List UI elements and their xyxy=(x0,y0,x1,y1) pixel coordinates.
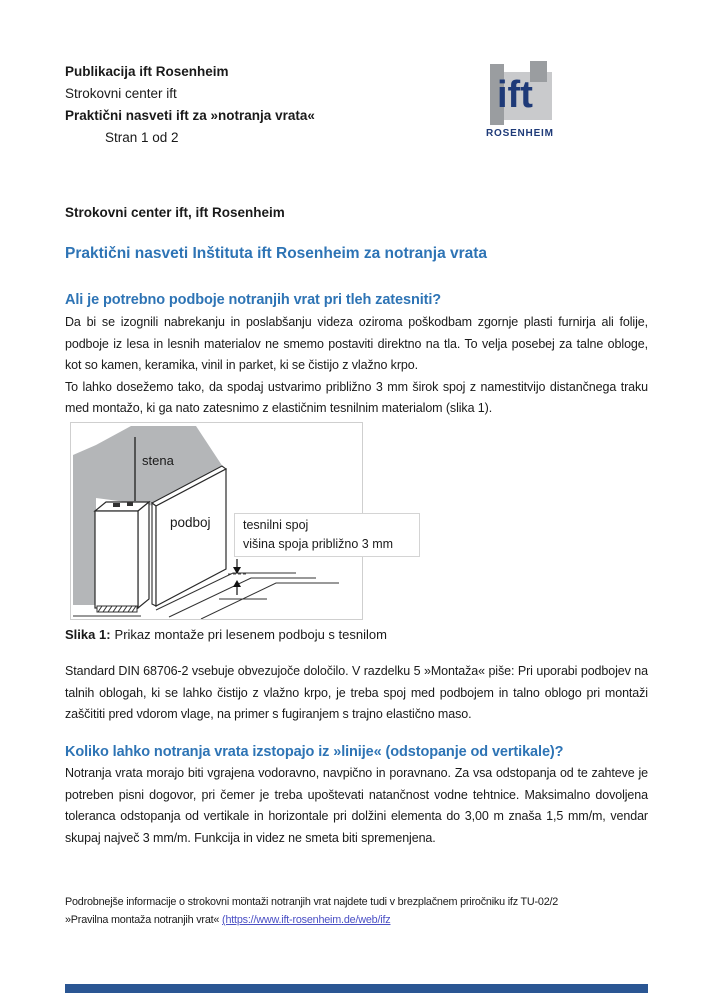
footer-manual-link[interactable]: (https://www.ift-rosenheim.de/web/ifz xyxy=(222,914,391,926)
joint-label: tesnilni spoj xyxy=(243,518,309,532)
document-header xyxy=(65,61,485,149)
section-heading-tolerance: Koliko lahko notranja vrata izstopajo iz »linije« (odstopanje od vertikale)? xyxy=(65,744,564,760)
paragraph-standard-text: Standard DIN 68706-2 vsebuje obvezujoče določilo. V razdelku 5 »Montaža« piše: Pri uporabi podbojev na talnih oblogah, ki se lahko čistijo z vlažno krpo, je treba spoj med podbojem in talno oblogo pri montaži zaščititi pred vdorom vlage, na primer s fugiranjem s trajno elastično maso. xyxy=(65,664,648,722)
figure-label-box xyxy=(234,513,420,557)
logo-rosenheim-text: ROSENHEIM xyxy=(486,128,554,139)
document-footer xyxy=(65,893,660,929)
footer-line-2-prefix: »Pravilna montaža notranjih vrat« xyxy=(65,914,223,926)
paragraph-tolerance xyxy=(65,763,648,849)
jamb-side-face xyxy=(138,502,149,608)
ift-logo-mark-icon xyxy=(486,60,554,124)
figure-caption xyxy=(65,625,648,645)
joint-height-label: višina spoja približno 3 mm xyxy=(243,537,394,551)
wall-side-face xyxy=(73,445,96,605)
figure-caption-label: Slika 1: xyxy=(65,627,111,642)
paragraph-sealing-2: To lahko dosežemo tako, da spodaj ustvarimo približno 3 mm širok spoj z namestitvijo distančnega traku med montažo, ki ga nato zatesnimo z elastičnim tesnilnim materialom (slika 1). xyxy=(65,379,648,416)
header-center-line: Strokovni center ift xyxy=(65,86,177,101)
paragraph-sealing xyxy=(65,312,648,420)
section-heading-sealing: Ali je potrebno podboje notranjih vrat pri tleh zatesniti? xyxy=(65,292,442,308)
figure-1 xyxy=(70,422,653,620)
page-indicator: Stran 1 od 2 xyxy=(105,130,179,145)
jamb-groove-1 xyxy=(113,503,120,507)
document-title: Praktični nasveti Inštituta ift Rosenheim za notranja vrata xyxy=(65,245,488,262)
footer-line-1: Podrobnejše informacije o strokovni montaži notranjih vrat najdete tudi v brezplačnem priročniku ifz TU-02/2 xyxy=(65,896,559,908)
jamb-front-face xyxy=(95,511,138,608)
seal-hatch xyxy=(97,606,137,612)
header-subject-line: Praktični nasveti ift za »notranja vrata« xyxy=(65,108,315,123)
frame-label: podboj xyxy=(170,515,211,530)
footer-line-2 xyxy=(65,911,660,929)
ift-rosenheim-logo xyxy=(486,60,566,142)
bottom-accent-bar xyxy=(65,984,648,993)
paragraph-standard xyxy=(65,661,648,726)
logo-ift-text: ift xyxy=(497,74,533,116)
paragraph-sealing-1: Da bi se izognili nabrekanju in poslabšanju videza oziroma poškodbam zgornje plasti furnirja ali folije, podboje iz lesa in lesnih materialov ne smemo postaviti direktno na tla. To velja posebej za talne obloge, kot so kamen, keramika, vinil in parket, ki se čistijo z vlažno krpo. xyxy=(65,315,648,373)
panel-left-edge xyxy=(152,503,156,606)
wall-label: stena xyxy=(142,453,174,468)
paragraph-tolerance-text: Notranja vrata morajo biti vgrajena vodoravno, navpično in poravnano. Za vsa odstopanja od te zahteve je potreben pisni dogovor, pri čemer je treba upoštevati natančnost vodne tehtnice. Maksimalno dovoljena toleranca odstopanja od vertikale in horizontale pri dolžini elementa do 3,00 m znaša 1,5 mm/m, vendar skupaj največ 3 mm/m. Funkcija in videz ne smeta biti spremenjena. xyxy=(65,766,648,845)
jamb-groove-2 xyxy=(127,502,133,506)
dimension-arrow xyxy=(228,559,247,595)
figure-caption-text: Prikaz montaže pri lesenem podboju s tesnilom xyxy=(114,627,387,642)
byline: Strokovni center ift, ift Rosenheim xyxy=(65,205,285,220)
header-publication-line: Publikacija ift Rosenheim xyxy=(65,64,229,79)
